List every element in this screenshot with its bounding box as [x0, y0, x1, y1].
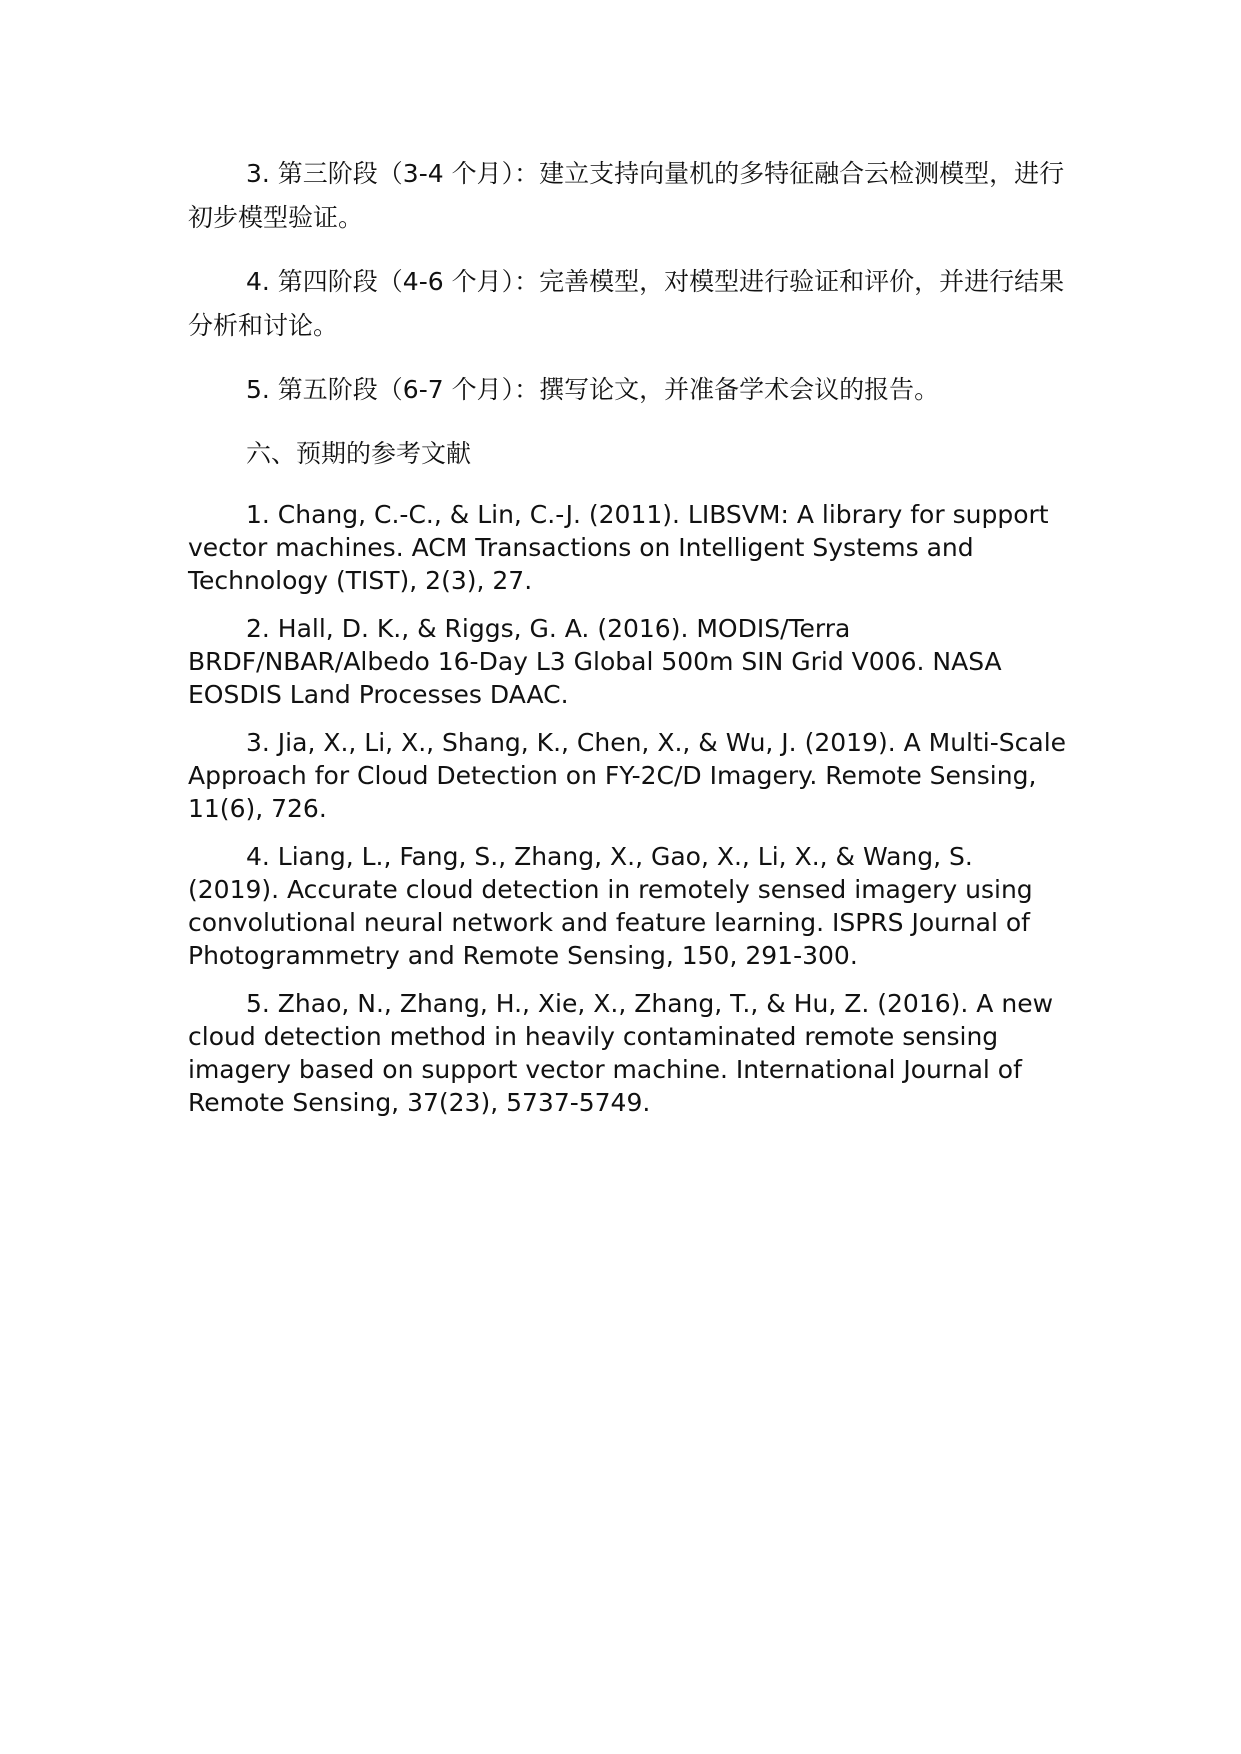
page-content [188, 152, 1068, 1134]
reference-item: 5. Zhao, N., Zhang, H., Xie, X., Zhang, T., & Hu, Z. (2016). A new cloud detection method in heavily contaminated remote sensing imagery based on support vector machine. International Journal of Remote Sensing, 37(23), 5737-5749. [188, 989, 1054, 1117]
reference-item: 4. Liang, L., Fang, S., Zhang, X., Gao, X., Li, X., & Wang, S. (2019). Accurate cloud detection in remotely sensed imagery using convolutional neural network and feature learning. ISPRS Journal of Photogrammetry and Remote Sensing, 150, 291-300. [188, 842, 1033, 970]
phase-4-paragraph: 4. 第四阶段（4-6 个月）：完善模型，对模型进行验证和评价，并进行结果分析和讨论。 [188, 267, 1065, 340]
phase-3-paragraph: 3. 第三阶段（3-4 个月）：建立支持向量机的多特征融合云检测模型，进行初步模型验证。 [188, 159, 1065, 232]
reference-item: 3. Jia, X., Li, X., Shang, K., Chen, X., & Wu, J. (2019). A Multi-Scale Approach for Cloud Detection on FY-2C/D Imagery. Remote Sensing, 11(6), 726. [188, 728, 1067, 823]
references-heading: 六、预期的参考文献 [246, 439, 472, 468]
phase-5-paragraph: 5. 第五阶段（6-7 个月）：撰写论文，并准备学术会议的报告。 [246, 375, 940, 404]
reference-item: 2. Hall, D. K., & Riggs, G. A. (2016). MODIS/Terra BRDF/NBAR/Albedo 16-Day L3 Global 500m SIN Grid V006. NASA EOSDIS Land Processes DAAC. [188, 614, 1002, 709]
reference-item: 1. Chang, C.-C., & Lin, C.-J. (2011). LIBSVM: A library for support vector machines. ACM Transactions on Intelligent Systems and Technology (TIST), 2(3), 27. [188, 500, 1049, 595]
